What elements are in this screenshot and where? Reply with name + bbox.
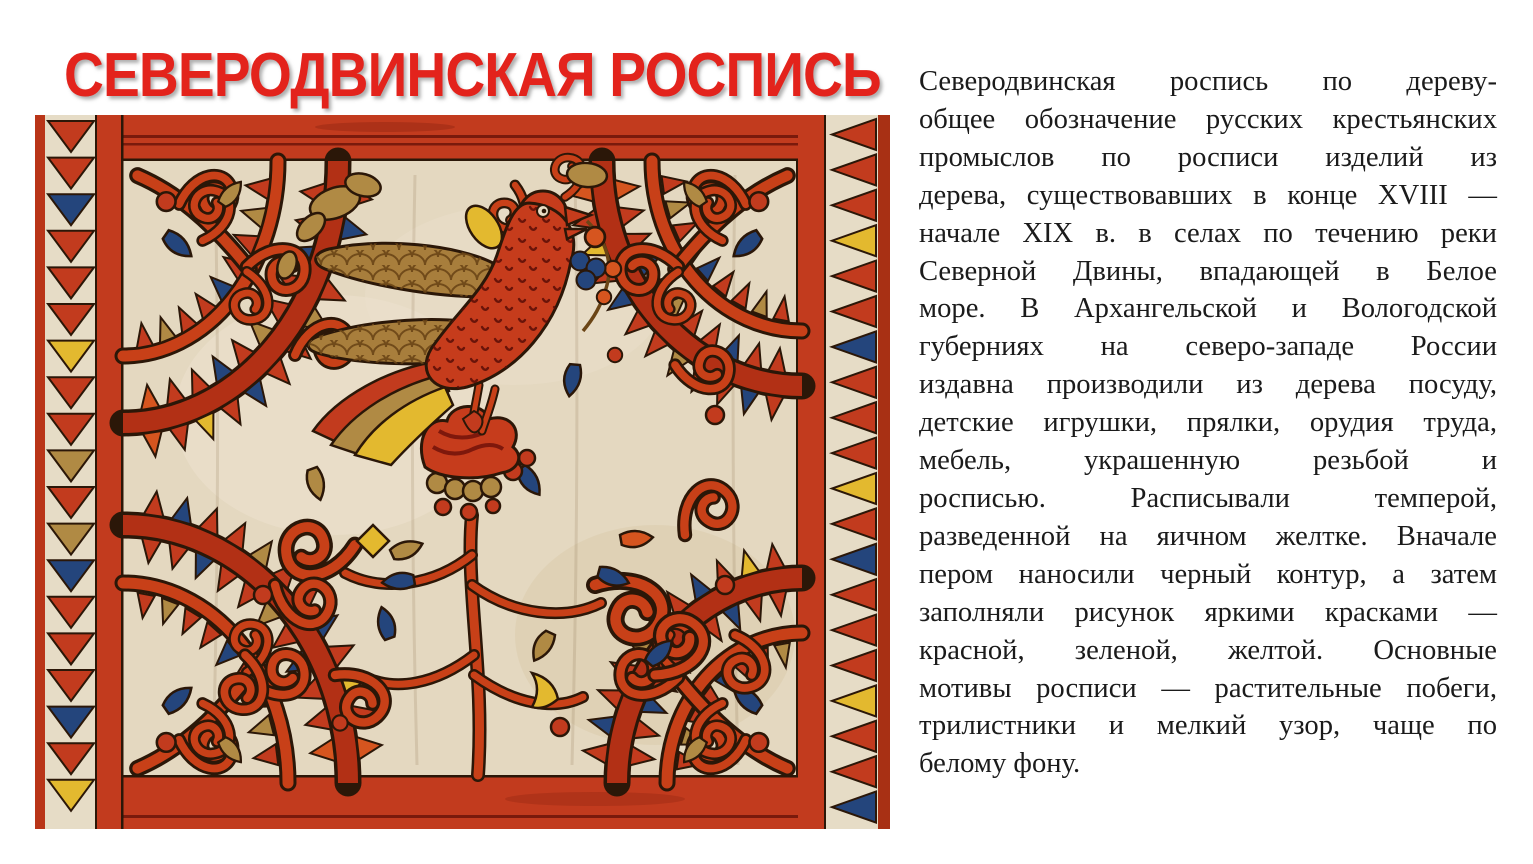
text-line: заполняли рисунок яркими красками —	[919, 596, 1497, 628]
text-line: Северной Двины, впадающей в Белое	[919, 255, 1497, 287]
text-line: общее обозначение русских крестьянских	[919, 103, 1497, 135]
text-line: красной, зеленой, желтой. Основные	[919, 634, 1497, 666]
text-line: Северодвинская роспись по дереву-	[919, 66, 1497, 97]
text-line: детские игрушки, прялки, орудия труда,	[919, 407, 1497, 439]
text-line: разведенной на яичном желтке. Вначале	[919, 520, 1497, 552]
text-line: мебель, украшенную резьбой и	[919, 445, 1497, 477]
folk-painting-image	[35, 115, 890, 829]
text-line: росписью. Расписывали темперой,	[919, 482, 1497, 514]
text-line: море. В Архангельской и Вологодской	[919, 293, 1497, 325]
folk-painting-svg	[35, 115, 890, 829]
text-line: издавна производили из дерева посуду,	[919, 369, 1497, 401]
text-line: белому фону.	[919, 748, 1081, 780]
page-title: СЕВЕРОДВИНСКАЯ РОСПИСЬ	[64, 41, 881, 110]
text-line: мотивы росписи — растительные побеги,	[919, 672, 1497, 704]
text-line: промыслов по росписи изделий из	[919, 141, 1497, 173]
text-line: начале XIX в. в селах по течению реки	[919, 217, 1497, 249]
text-line: губерниях на северо-западе России	[919, 331, 1497, 363]
description-text	[919, 63, 1497, 783]
text-line: трилистники и мелкий узор, чаще по	[919, 710, 1497, 742]
text-line: пером наносили черный контур, а затем	[919, 558, 1497, 590]
text-line: дерева, существовавших в конце XVIII —	[919, 179, 1497, 211]
